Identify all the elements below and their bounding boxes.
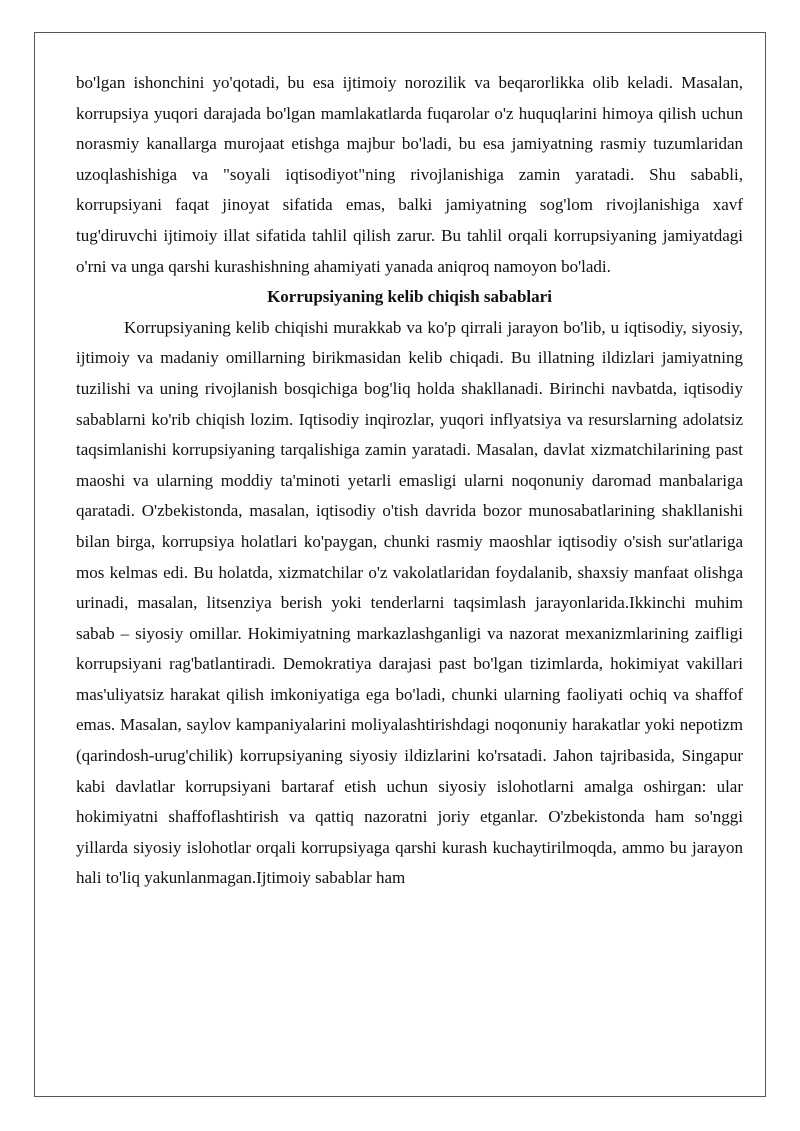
paragraph-causes: Korrupsiyaning kelib chiqishi murakkab va ko'p qirrali jarayon bo'lib, u iqtisodiy, siyosiy, ijtimoiy va madaniy omillarning birikmasidan kelib chiqadi. Bu illatning ildizlari jamiyatning tuzilishi va uning rivojlanish bosqichiga bog'liq holda shakllanadi. Birinchi navbatda, iqtisodiy sabablarni ko'rib chiqish lozim. Iqtisodiy inqirozlar, yuqori inflyatsiya va resurslarning adolatsiz taqsimlanishi korrupsiyaning tarqalishiga zamin yaratadi. Masalan, davlat xizmatchilarining past maoshi va ularning moddiy ta'minoti yetarli emasligi ularni noqonuniy daromad manbalariga qaratadi. O'zbekistonda, masalan, iqtisodiy o'tish davrida bozor munosabatlarining shakllanishi bilan birga, korrupsiya holatlari ko'paygan, chunki rasmiy maoshlar iqtisodiy o'sish sur'atlariga mos kelmas edi. Bu holatda, xizmatchilar o'z vakolatlaridan foydalanib, shaxsiy manfaat olishga urinadi, masalan, litsenziya berish yoki tenderlarni taqsimlash jarayonlarida.Ikkinchi muhim sabab – siyosiy omillar. Hokimiyatning markazlashganligi va nazorat mexanizmlarining zaifligi korrupsiyani rag'batlantiradi. Demokratiya darajasi past bo'lgan tizimlarda, hokimiyat vakillari mas'uliyatsiz harakat qilish imkoniyatiga ega bo'ladi, chunki ularning faoliyati ochiq va shaffof emas. Masalan, saylov kampaniyalarini moliyalashtirishdagi noqonuniy harakatlar yoki nepotizm (qarindosh-urug'chilik) korrupsiyaning siyosiy ildizlarini ko'rsatadi. Jahon tajribasida, Singapur kabi davlatlar korrupsiyani bartaraf etish uchun siyosiy islohotlarni amalga oshirgan: ular hokimiyatni shaffoflashtirish va qattiq nazoratni joriy etganlar. O'zbekistonda ham so'nggi yillarda siyosiy islohotlar orqali korrupsiyaga qarshi kurash kuchaytirilmoqda, ammo bu jarayon hali to'liq yakunlanmagan.Ijtimoiy sabablar ham <box>76 317 743 888</box>
document-body <box>76 68 743 894</box>
section-heading: Korrupsiyaning kelib chiqish sabablari <box>267 287 552 307</box>
paragraph-intro-continuation: bo'lgan ishonchini yo'qotadi, bu esa ijtimoiy norozilik va beqarorlikka olib keladi. Masalan, korrupsiya yuqori darajada bo'lgan mamlakatlarda fuqarolar o'z huquqlarini himoya qilish uchun norasmiy kanallarga murojaat etishga majbur bo'ladi, bu esa jamiyatning rasmiy tuzumlaridan uzoqlashishiga va "soyali iqtisodiyot"ning rivojlanishiga zamin yaratadi. Shu sababli, korrupsiyani faqat jinoyat sifatida emas, balki jamiyatning sog'lom rivojlanishiga xavf tug'diruvchi ijtimoiy illat sifatida tahlil qilish zarur. Bu tahlil orqali korrupsiyaning jamiyatdagi o'rni va unga qarshi kurashishning ahamiyati yanada aniqroq namoyon bo'ladi. <box>76 73 743 276</box>
